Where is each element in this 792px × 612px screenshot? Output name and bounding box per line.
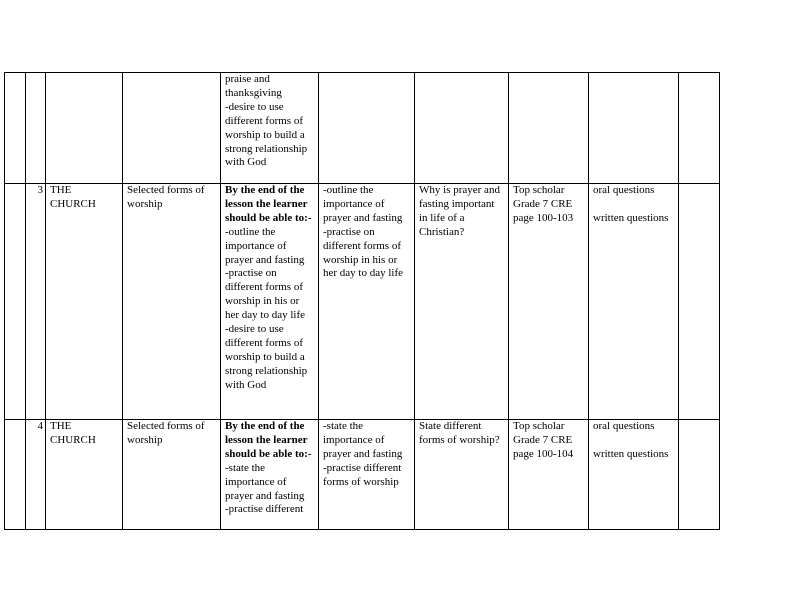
assessment-item: written questions [593,447,669,460]
reflection-cell [679,73,720,184]
table-row [5,73,720,184]
outcomes-cell [221,73,319,184]
experience-item: -practise on different forms of worship in his or her day to day life [323,225,404,280]
outcome-item: -outline the importance of prayer and fasting [225,225,305,266]
experience-item: -outline the importance of prayer and fasting [323,184,403,224]
assessment-cell [589,184,679,420]
lesson-plan-table [4,72,720,530]
assessment-cell [589,420,679,530]
experience-item: -practise different forms of worship [323,461,402,488]
outcome-item: -desire to use different forms of worship to build a strong relationship with God [225,100,308,169]
assessment-item: oral questions [593,420,655,432]
experience-item: -state the importance of prayer and fasting [323,420,403,460]
sub-strand-cell: Selected forms of worship [123,420,221,530]
strand-cell [46,73,123,184]
reflection-cell [679,420,720,530]
table-row [5,184,720,420]
experiences-cell [319,420,415,530]
reflection-cell [679,184,720,420]
outcomes-heading: By the end of the lesson the learner should be able to:- [225,420,312,460]
inquiry-question-cell: State different forms of worship? [415,420,509,530]
lesson-cell [26,73,46,184]
assessment-item: oral questions [593,184,655,196]
lesson-cell: 4 [26,420,46,530]
outcome-item: -desire to use different forms of worship to build a strong relationship with God [225,323,308,391]
lesson-cell: 3 [26,184,46,420]
outcome-item: -practise on different forms of worship in his or her day to day life [225,267,306,322]
week-cell [5,420,26,530]
sub-strand-cell: Selected forms of worship [123,184,221,420]
resources-cell: Top scholar Grade 7 CRE page 100-103 [509,184,589,420]
outcome-item: -state the importance of prayer and fasting [225,461,305,502]
week-cell [5,73,26,184]
strand-cell: THE CHURCH [46,184,123,420]
resources-cell [509,73,589,184]
week-cell [5,184,26,420]
inquiry-question-cell: Why is prayer and fasting important in life of a Christian? [415,184,509,420]
outcomes-heading: By the end of the lesson the learner should be able to:- [225,184,312,224]
assessment-item: written questions [593,211,669,224]
sub-strand-cell [123,73,221,184]
experiences-cell [319,184,415,420]
table-row [5,420,720,530]
outcome-item: -practise different [225,503,304,516]
outcome-item: praise and thanksgiving [225,73,282,99]
assessment-cell [589,73,679,184]
inquiry-question-cell [415,73,509,184]
outcomes-cell [221,420,319,530]
experiences-cell [319,73,415,184]
strand-cell: THE CHURCH [46,420,123,530]
outcomes-cell [221,184,319,420]
resources-cell: Top scholar Grade 7 CRE page 100-104 [509,420,589,530]
